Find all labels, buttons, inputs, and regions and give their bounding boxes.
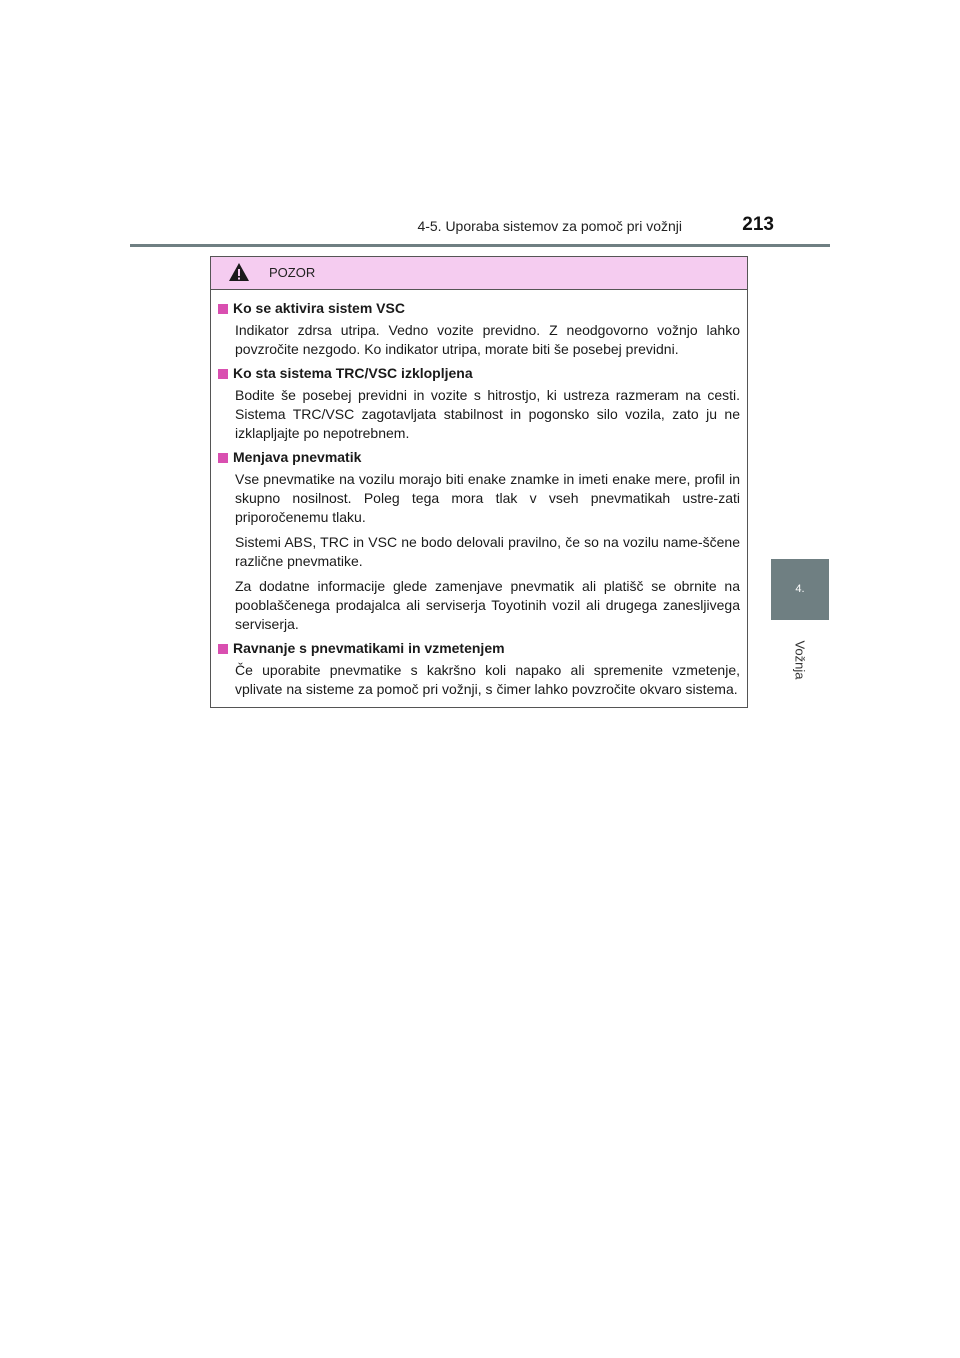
warning-item-heading	[218, 364, 740, 383]
warning-item-heading	[218, 639, 740, 658]
page-number: 213	[742, 214, 774, 235]
warning-item-heading	[218, 299, 740, 318]
page-header	[130, 214, 830, 248]
warning-item-heading	[218, 448, 740, 467]
header-rule	[130, 244, 830, 247]
warning-item-heading-text: Ravnanje s pnevmatikami in vzmetenjem	[233, 640, 505, 656]
square-bullet-icon	[218, 453, 228, 463]
warning-item-paragraph: Sistemi ABS, TRC in VSC ne bodo delovali pravilno, če so na vozilu name-ščene različne pnevmatike.	[235, 534, 740, 569]
square-bullet-icon	[218, 644, 228, 654]
warning-triangle-icon	[228, 262, 250, 282]
section-title: 4-5. Uporaba sistemov za pomoč pri vožnji	[417, 218, 682, 234]
warning-item-paragraph: Indikator zdrsa utripa. Vedno vozite previdno. Z neodgovorno vožnjo lahko povzročite nezgodo. Ko indikator utripa, morate biti še posebej previdni.	[235, 322, 740, 357]
square-bullet-icon	[218, 369, 228, 379]
warning-item-paragraph: Za dodatne informacije glede zamenjave pnevmatik ali platišč se obrnite na pooblaščenega prodajalca ali serviserja Toyotinih vozil ali drugega zanesljivega serviserja.	[235, 578, 740, 632]
warning-item-heading-text: Menjava pnevmatik	[233, 449, 362, 465]
warning-item-paragraph: Če uporabite pnevmatike s kakršno koli napako ali spremenite vzmetenje, vplivate na sisteme za pomoč pri vožnji, s čimer lahko povzročite okvaro sistema.	[235, 662, 740, 697]
warning-body	[211, 290, 747, 699]
chapter-label	[772, 630, 828, 690]
warning-box	[210, 256, 748, 708]
warning-header	[211, 257, 747, 290]
warning-item-paragraph: Vse pnevmatike na vozilu morajo biti enake znamke in imeti enake mere, profil in skupno nosilnost. Poleg tega mora tlak v vseh pnevmatikah ustre-zati priporočenemu tlaku.	[235, 471, 740, 525]
warning-item-paragraph: Bodite še posebej previdni in vozite s hitrostjo, ki ustreza razmeram na cesti. Sistema TRC/VSC zagotavljata stabilnost in pogonsko silo vozila, zato ju ne izklapljajte po nepotrebnem.	[235, 387, 740, 441]
warning-title: POZOR	[269, 265, 316, 280]
square-bullet-icon	[218, 304, 228, 314]
warning-item-heading-text: Ko sta sistema TRC/VSC izklopljena	[233, 365, 473, 381]
chapter-tab: 4.	[771, 559, 829, 620]
warning-item-heading-text: Ko se aktivira sistem VSC	[233, 300, 405, 316]
chapter-label-text: Vožnja	[792, 640, 808, 680]
